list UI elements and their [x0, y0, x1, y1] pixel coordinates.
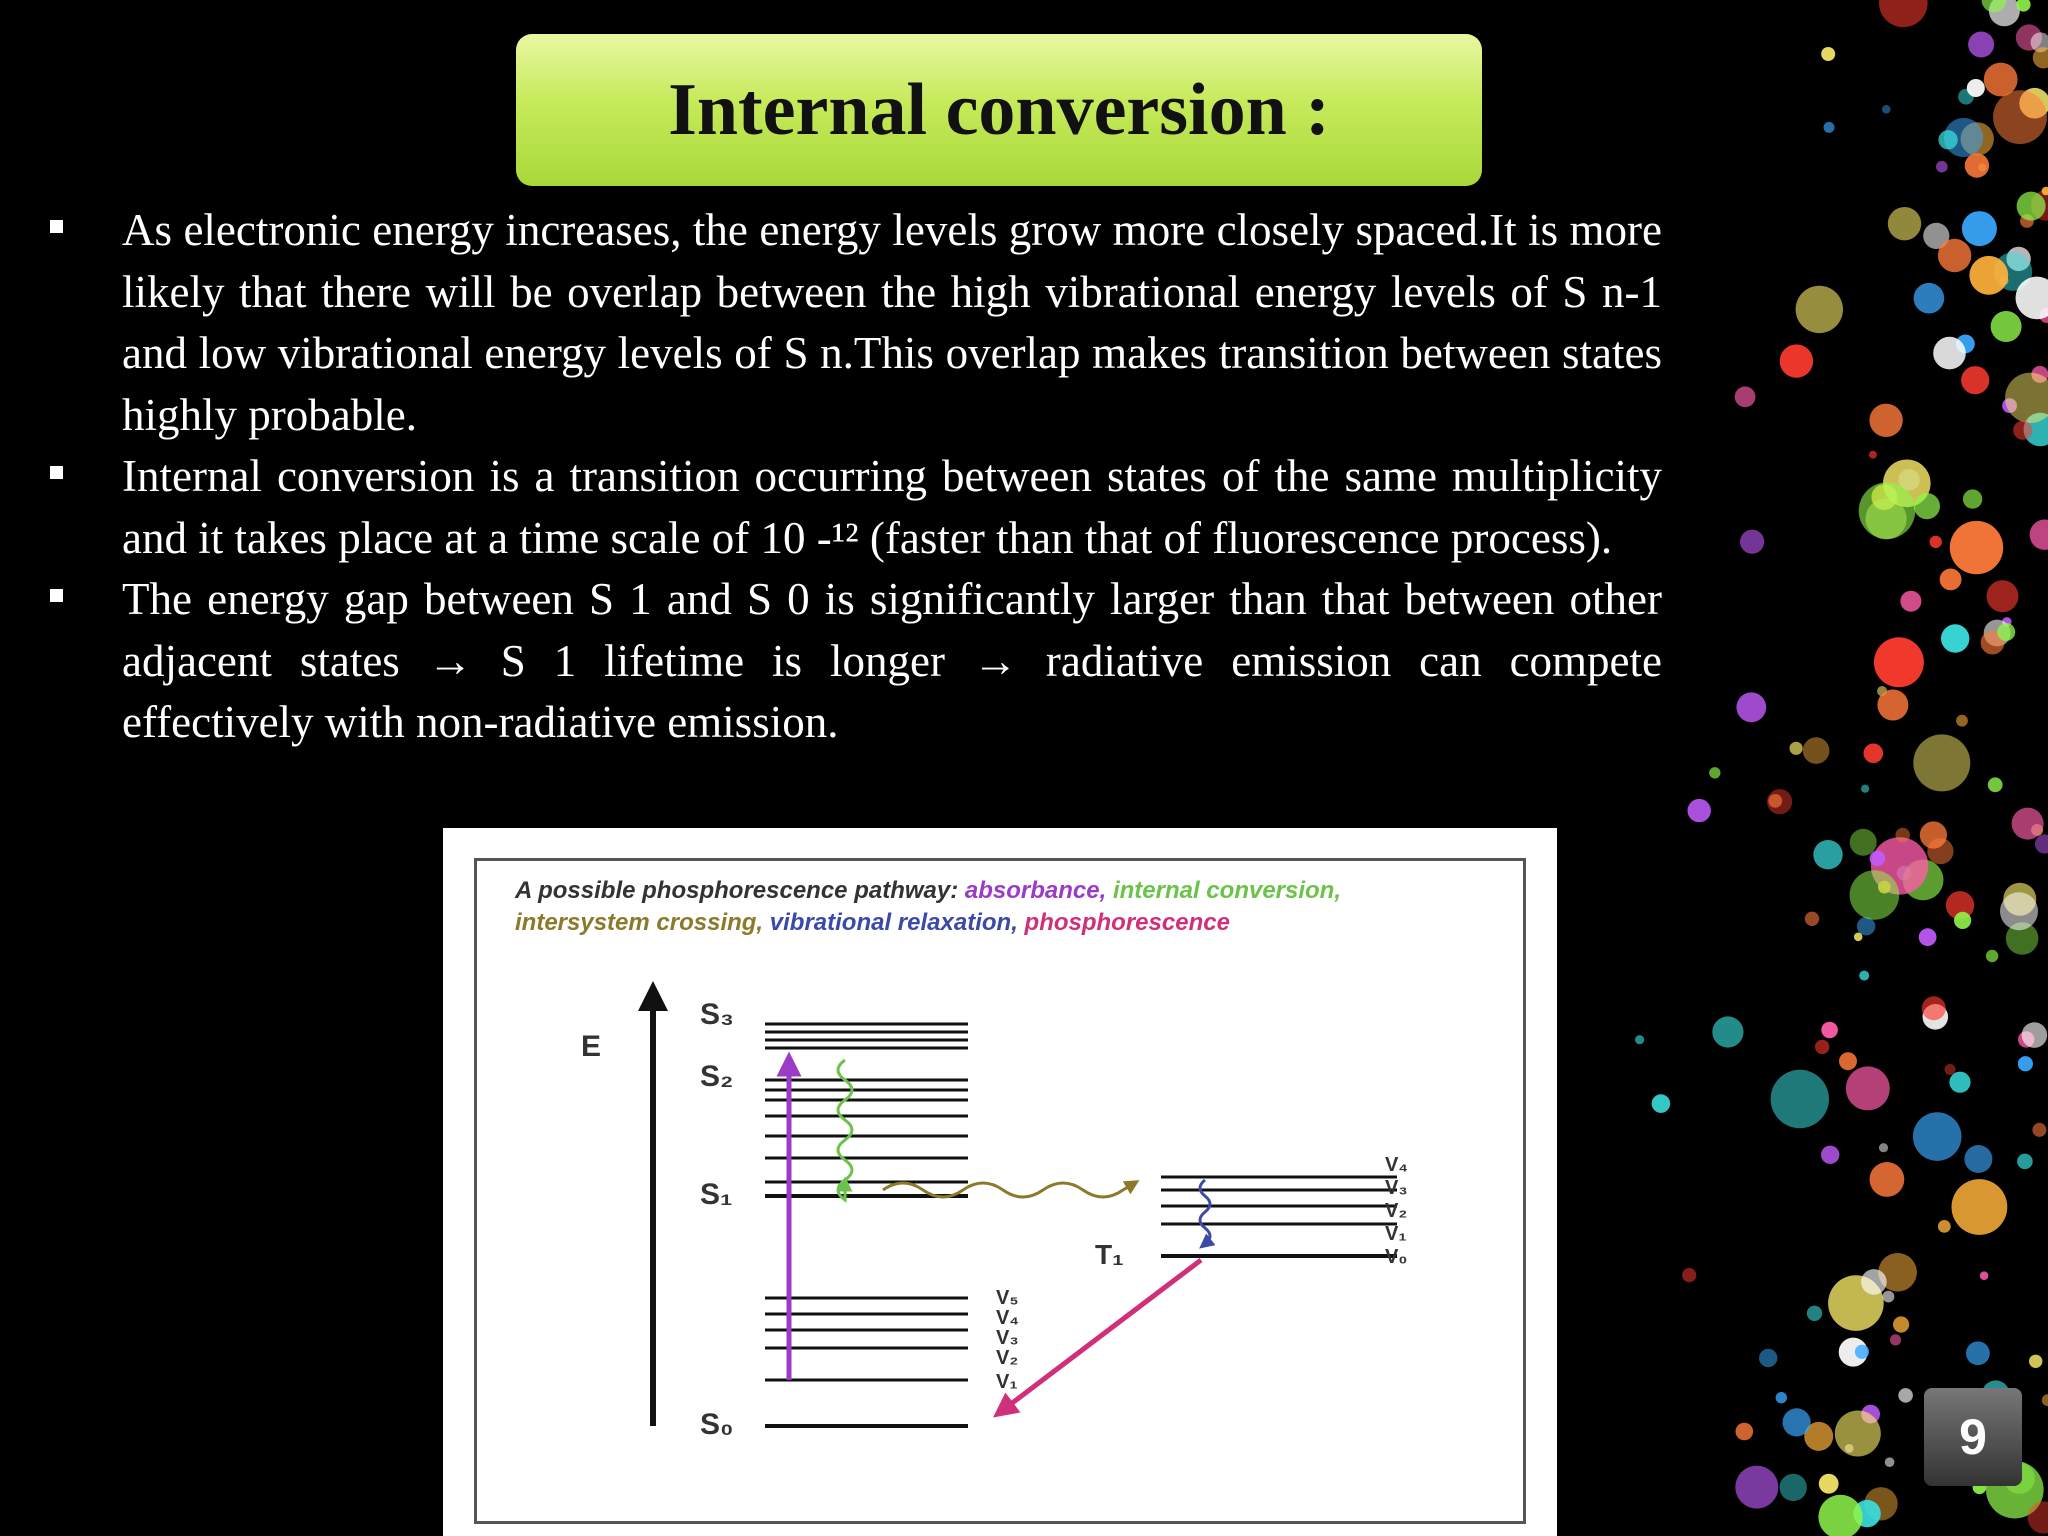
- bokeh-dot: [1712, 1016, 1743, 1047]
- bokeh-dot: [1963, 489, 1982, 508]
- label-t-v1: V₁: [1385, 1223, 1407, 1245]
- s2-levels: [765, 1080, 968, 1182]
- bokeh-dot: [1961, 366, 1989, 394]
- bokeh-dot: [1740, 530, 1764, 554]
- bokeh-dot: [1771, 1070, 1829, 1128]
- bokeh-dot: [1819, 1474, 1839, 1494]
- label-t-v0: V₀: [1385, 1246, 1408, 1268]
- bokeh-dot: [1874, 637, 1924, 687]
- bokeh-dot: [1914, 493, 1940, 519]
- bokeh-dot: [1821, 1022, 1838, 1039]
- label-t-v4: V₄: [1385, 1154, 1408, 1176]
- phosphorescence-arrow: [1003, 1260, 1201, 1410]
- s0-vibrational-levels: [765, 1298, 968, 1380]
- bokeh-dot: [1913, 1112, 1962, 1161]
- bullet-list: [42, 200, 1662, 754]
- bokeh-dot: [1938, 130, 1957, 149]
- bokeh-dot: [1652, 1094, 1671, 1113]
- bokeh-dot: [1883, 1291, 1895, 1303]
- bokeh-dot: [1735, 1466, 1778, 1509]
- bokeh-dot: [1839, 1052, 1857, 1070]
- bokeh-dot: [1805, 912, 1819, 926]
- bokeh-dot: [1780, 1474, 1807, 1501]
- bokeh-dot: [1846, 1066, 1890, 1110]
- bokeh-dot: [1824, 122, 1835, 133]
- energy-level-diagram: [443, 828, 1557, 1536]
- bokeh-dot: [2017, 192, 2046, 221]
- bokeh-dot: [1850, 829, 1877, 856]
- label-s3: S₃: [700, 998, 734, 1031]
- bokeh-dot: [1861, 785, 1869, 793]
- bullet-item: [42, 446, 1662, 569]
- bokeh-dot: [1920, 821, 1947, 848]
- bokeh-dot: [1861, 1269, 1887, 1295]
- bokeh-dot: [1688, 799, 1711, 822]
- bokeh-dot: [1962, 211, 1997, 246]
- bokeh-dot: [1735, 386, 1756, 407]
- bokeh-dot: [1855, 1345, 1869, 1359]
- bokeh-dot: [1709, 767, 1720, 778]
- bokeh-dot: [1776, 1392, 1787, 1403]
- jablonski-figure: [443, 828, 1557, 1536]
- bokeh-dot: [1635, 1035, 1644, 1044]
- caption-internal-conversion: internal conversion,: [1112, 877, 1342, 904]
- bokeh-dot: [2030, 520, 2048, 550]
- bokeh-dot: [1768, 794, 1782, 808]
- bokeh-dot: [1919, 928, 1937, 946]
- bokeh-dot: [1952, 1179, 2008, 1235]
- bokeh-dot: [1938, 1220, 1951, 1233]
- ground-vib-labels: [996, 1287, 1019, 1393]
- bokeh-dot: [1790, 742, 1803, 755]
- bokeh-dot: [1922, 996, 1946, 1020]
- bokeh-dot: [1869, 404, 1902, 437]
- bokeh-dot: [1857, 917, 1875, 935]
- bokeh-dot: [1986, 950, 1998, 962]
- bokeh-dot: [1821, 47, 1835, 61]
- bokeh-dot: [1930, 536, 1942, 548]
- bokeh-dot: [1807, 1306, 1822, 1321]
- bokeh-dot: [1965, 153, 1989, 177]
- caption-phosphorescence: phosphorescence: [1024, 909, 1230, 936]
- label-g-v1: V₁: [996, 1371, 1018, 1393]
- caption-vibrational-relaxation: vibrational relaxation,: [769, 909, 1018, 936]
- bokeh-dot: [1682, 1268, 1696, 1282]
- bokeh-dot: [1967, 79, 1985, 97]
- label-g-v3: V₃: [996, 1327, 1019, 1349]
- bokeh-dot: [1949, 1072, 1970, 1093]
- page-number-badge: [1924, 1388, 2022, 1486]
- bullet-text: Internal conversion is a transition occurring between states of the same multiplicity and it takes place at a time scale of 10 -¹² (faster than that of fluorescence process).: [122, 451, 1662, 563]
- bokeh-dot: [2018, 1056, 2033, 1071]
- caption-lead: A possible phosphorescence pathway:: [515, 877, 959, 904]
- bokeh-dot: [1993, 90, 2047, 144]
- bokeh-dot: [1969, 256, 2008, 295]
- bokeh-dot: [1888, 207, 1921, 240]
- bokeh-dot: [1759, 1349, 1777, 1367]
- bullet-item: [42, 569, 1662, 754]
- t1-vibrational-levels: [1161, 1177, 1397, 1224]
- bullet-item: [42, 200, 1662, 446]
- bokeh-dot: [1988, 777, 2003, 792]
- bokeh-dot: [2022, 1022, 2048, 1048]
- bokeh-dot: [1835, 1411, 1881, 1457]
- bokeh-dot: [1803, 737, 1830, 764]
- triplet-vib-labels: [1385, 1154, 1408, 1268]
- bokeh-dot: [1956, 715, 1968, 727]
- bokeh-dot: [2035, 834, 2048, 853]
- label-g-v5: V₅: [996, 1287, 1019, 1309]
- bokeh-dot: [2005, 373, 2048, 423]
- bokeh-dot: [1890, 1334, 1901, 1345]
- caption-intersystem-crossing: intersystem crossing,: [515, 909, 764, 936]
- bokeh-dot: [1736, 692, 1766, 722]
- bokeh-dot: [1991, 311, 2022, 342]
- bokeh-dot: [1966, 1341, 1990, 1365]
- label-t1: T₁: [1095, 1239, 1124, 1270]
- label-s1: S₁: [700, 1178, 733, 1211]
- bokeh-dot: [1941, 624, 1969, 652]
- bokeh-dot: [1936, 161, 1948, 173]
- slide-title: Internal conversion :: [668, 68, 1330, 151]
- bokeh-dot: [1900, 591, 1921, 612]
- bokeh-dot: [2042, 1394, 2048, 1406]
- bokeh-dot: [1968, 32, 1994, 58]
- bokeh-dot: [1859, 971, 1869, 981]
- bokeh-dot: [2032, 1123, 2046, 1137]
- bokeh-dot: [1879, 1143, 1888, 1152]
- bokeh-dot: [1796, 286, 1843, 333]
- bokeh-dot: [2017, 1154, 2033, 1170]
- bokeh-dot: [1864, 744, 1884, 764]
- label-s0: S₀: [700, 1408, 734, 1441]
- bokeh-dot: [1877, 690, 1908, 721]
- bokeh-dot: [1780, 344, 1813, 377]
- bokeh-dot: [1879, 0, 1928, 27]
- bokeh-dot: [1997, 623, 2015, 641]
- label-s2: S₂: [700, 1060, 734, 1093]
- bullet-text: As electronic energy increases, the energy levels grow more closely spaced.It is more likely that there will be overlap between the high vibrational energy levels of S n-1 and low vibrational energy levels of S n.This overlap makes transition between states highly probable.: [122, 205, 1662, 440]
- bokeh-dot: [1980, 1271, 1989, 1280]
- bokeh-dot: [2013, 421, 2032, 440]
- caption-absorbance: absorbance,: [964, 877, 1107, 904]
- energy-axis-label: E: [581, 1030, 602, 1063]
- bokeh-dot: [1945, 1064, 1956, 1075]
- bokeh-dot: [1821, 1146, 1839, 1164]
- s3-levels: [765, 1024, 968, 1048]
- bokeh-dot: [2000, 892, 2038, 930]
- bokeh-dot: [1895, 828, 1910, 843]
- bokeh-dot: [1870, 1162, 1905, 1197]
- bokeh-dot: [1859, 482, 1916, 539]
- bokeh-dot: [1854, 933, 1863, 942]
- bokeh-dot: [2029, 1355, 2042, 1368]
- bokeh-dot: [1869, 451, 1877, 459]
- bokeh-dot: [1940, 569, 1962, 591]
- bokeh-dot: [1850, 870, 1900, 920]
- title-banner: [516, 34, 1482, 186]
- page-number: 9: [1959, 1409, 1987, 1465]
- bokeh-dot: [1818, 1495, 1862, 1536]
- bullet-square-icon: [50, 589, 63, 602]
- bokeh-dot: [1954, 912, 1971, 929]
- label-g-v4: V₄: [996, 1307, 1019, 1329]
- bokeh-dot: [1885, 1457, 1895, 1467]
- bokeh-dot: [1893, 1316, 1909, 1332]
- bokeh-dot: [1914, 283, 1945, 314]
- bokeh-dot: [1950, 521, 2003, 574]
- bokeh-dot: [1913, 734, 1970, 791]
- bullet-square-icon: [50, 466, 63, 479]
- bullet-text: The energy gap between S 1 and S 0 is significantly larger than that between other adjacent states → S 1 lifetime is longer → radiative emission can compete effectively with non-radiative emission.: [122, 574, 1662, 747]
- bokeh-dot: [1898, 1388, 1913, 1403]
- bokeh-dot: [1987, 580, 2019, 612]
- bokeh-dot: [1933, 337, 1966, 370]
- bokeh-dot: [1882, 105, 1891, 114]
- label-g-v2: V₂: [996, 1347, 1019, 1369]
- bokeh-dot: [2012, 808, 2044, 840]
- bokeh-dot: [1813, 840, 1842, 869]
- bokeh-dot: [1783, 1408, 1811, 1436]
- bokeh-dot: [1815, 1040, 1829, 1054]
- label-t-v3: V₃: [1385, 1177, 1408, 1199]
- bokeh-dot: [1964, 1145, 1992, 1173]
- bokeh-dot: [1736, 1423, 1754, 1441]
- bokeh-dot: [1938, 239, 1971, 272]
- label-t-v2: V₂: [1385, 1200, 1408, 1222]
- bullet-square-icon: [50, 220, 63, 233]
- bokeh-dot: [1870, 851, 1886, 867]
